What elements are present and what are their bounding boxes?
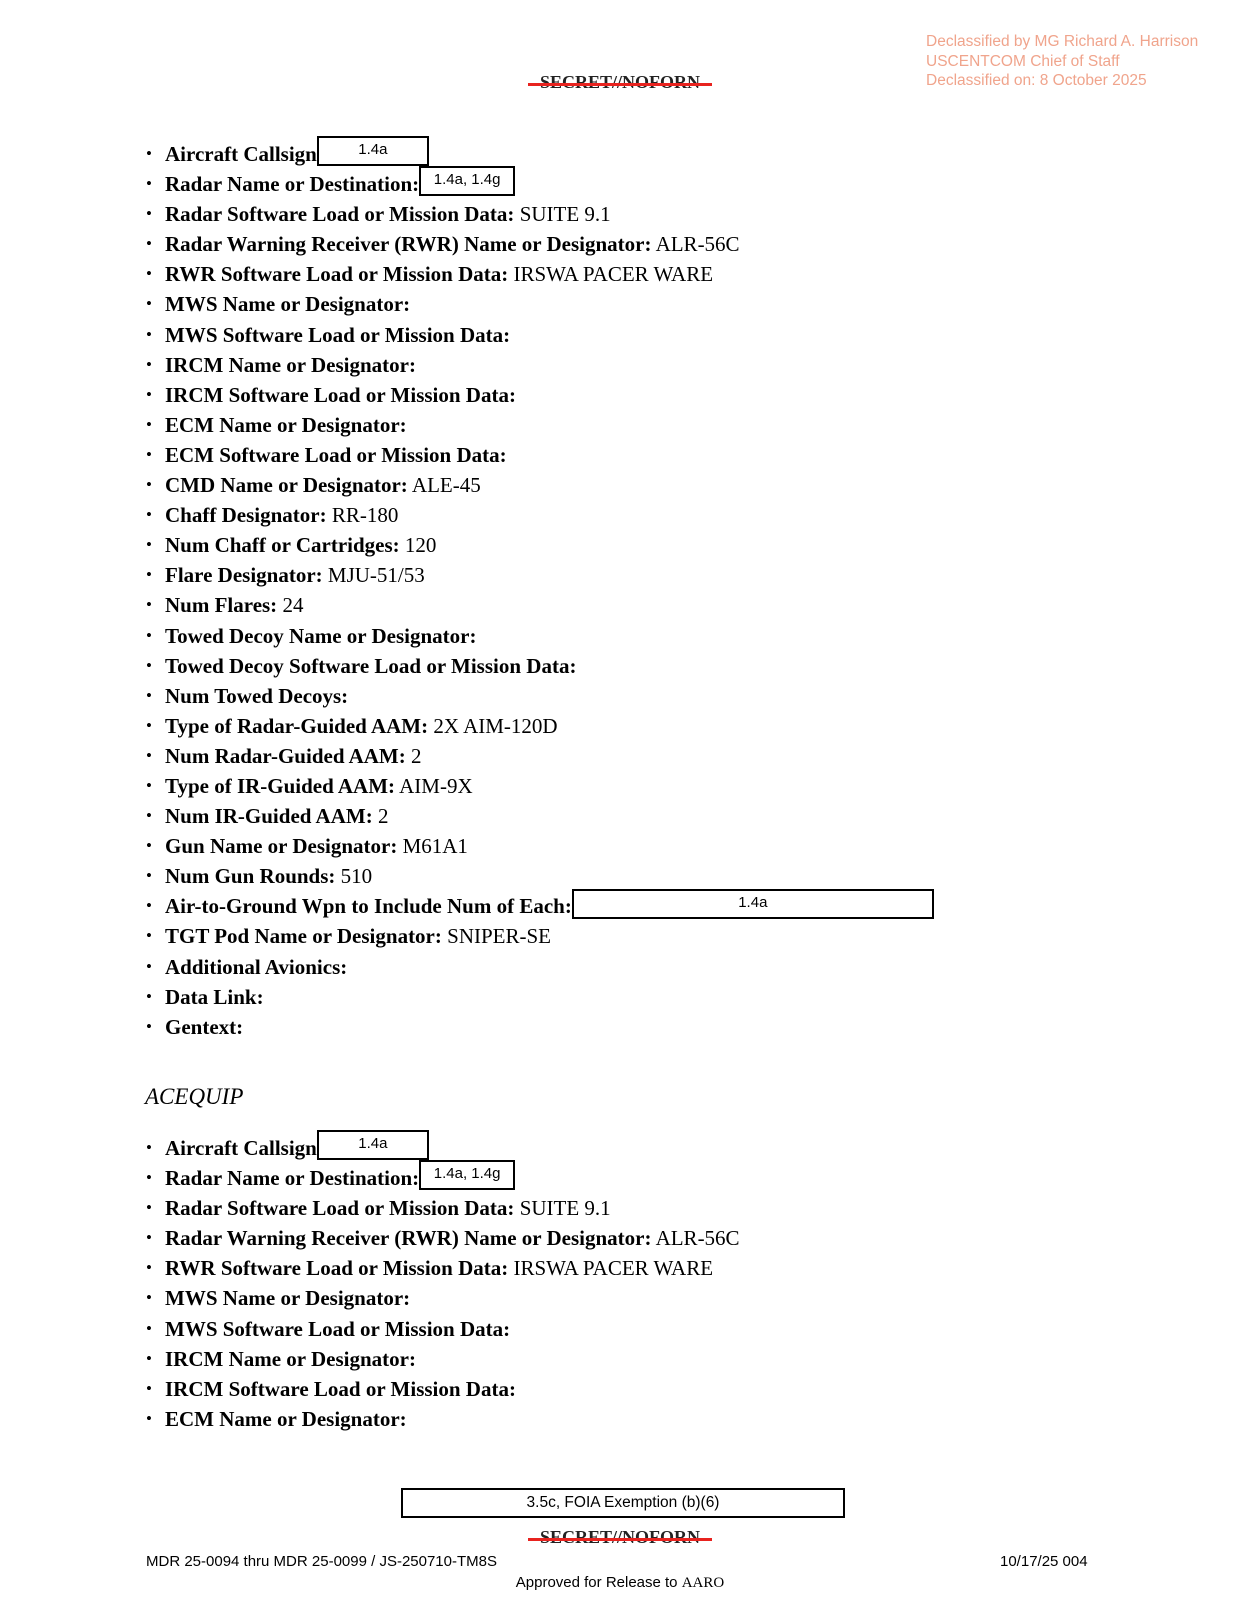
section-title-acequip: ACEQUIP bbox=[145, 1084, 244, 1109]
list-item bbox=[146, 1314, 740, 1344]
bullet-icon: • bbox=[146, 866, 152, 886]
strikethrough-line bbox=[528, 83, 712, 86]
list-item bbox=[146, 1012, 934, 1042]
item-label: Num Flares: bbox=[165, 593, 278, 618]
item-value: ALR-56C bbox=[655, 1226, 740, 1251]
list-item bbox=[146, 169, 934, 199]
equipment-list-2 bbox=[146, 1133, 740, 1434]
bullet-icon: • bbox=[146, 986, 152, 1006]
item-label: Type of IR-Guided AAM: bbox=[165, 773, 396, 798]
item-label: Flare Designator: bbox=[165, 563, 323, 588]
list-item bbox=[146, 139, 934, 169]
item-label: Towed Decoy Name or Designator: bbox=[165, 623, 477, 648]
list-item bbox=[146, 1133, 740, 1163]
item-value: 2 bbox=[377, 804, 389, 829]
classification-marking-bottom bbox=[0, 1527, 1240, 1548]
footer-document-id: MDR 25-0094 thru MDR 25-0099 / JS-250710-TM8S bbox=[146, 1553, 497, 1570]
bullet-icon: • bbox=[146, 896, 152, 916]
list-item bbox=[146, 199, 934, 229]
bullet-icon: • bbox=[146, 505, 152, 525]
declass-line-3: Declassified on: 8 October 2025 bbox=[926, 72, 1147, 89]
item-label: MWS Name or Designator: bbox=[165, 292, 411, 317]
list-item bbox=[146, 1223, 740, 1253]
list-item bbox=[146, 1344, 740, 1374]
item-label: Gentext: bbox=[165, 1014, 244, 1039]
approval-line bbox=[0, 1574, 1240, 1592]
list-item bbox=[146, 320, 934, 350]
bullet-icon: • bbox=[146, 1318, 152, 1338]
bullet-icon: • bbox=[146, 595, 152, 615]
list-item bbox=[146, 1283, 740, 1313]
item-label: TGT Pod Name or Designator: bbox=[165, 924, 442, 949]
approval-org: AARO bbox=[681, 1575, 725, 1591]
redaction-box: 1.4a, 1.4g bbox=[419, 166, 515, 196]
bullet-icon: • bbox=[146, 1228, 152, 1248]
bullet-icon: • bbox=[146, 1258, 152, 1278]
list-item bbox=[146, 410, 934, 440]
item-value: 120 bbox=[404, 533, 437, 558]
item-label: Gun Name or Designator: bbox=[165, 834, 398, 859]
bullet-icon: • bbox=[146, 294, 152, 314]
list-item bbox=[146, 711, 934, 741]
list-item bbox=[146, 259, 934, 289]
item-value: SUITE 9.1 bbox=[519, 1196, 611, 1221]
item-value: MJU-51/53 bbox=[327, 563, 425, 588]
list-item bbox=[146, 560, 934, 590]
item-label: Num Radar-Guided AAM: bbox=[165, 743, 406, 768]
item-label: IRCM Name or Designator: bbox=[165, 1346, 416, 1371]
list-item bbox=[146, 771, 934, 801]
list-item bbox=[146, 651, 934, 681]
item-label: RWR Software Load or Mission Data: bbox=[165, 1256, 509, 1281]
list-item bbox=[146, 831, 934, 861]
bullet-icon: • bbox=[146, 264, 152, 284]
list-item bbox=[146, 590, 934, 620]
item-value: ALE-45 bbox=[411, 473, 481, 498]
bullet-icon: • bbox=[146, 775, 152, 795]
item-value: SUITE 9.1 bbox=[519, 202, 611, 227]
item-label: RWR Software Load or Mission Data: bbox=[165, 262, 509, 287]
item-label: ECM Name or Designator: bbox=[165, 412, 407, 437]
list-item bbox=[146, 440, 934, 470]
list-item bbox=[146, 621, 934, 651]
item-label: IRCM Software Load or Mission Data: bbox=[165, 1376, 516, 1401]
list-item bbox=[146, 681, 934, 711]
item-label: Num Gun Rounds: bbox=[165, 864, 336, 889]
item-label: Chaff Designator: bbox=[165, 503, 327, 528]
bullet-icon: • bbox=[146, 174, 152, 194]
equipment-list-1 bbox=[146, 139, 934, 1042]
list-item bbox=[146, 1374, 740, 1404]
list-item bbox=[146, 952, 934, 982]
bullet-icon: • bbox=[146, 1138, 152, 1157]
bullet-icon: • bbox=[146, 144, 152, 163]
item-label: ECM Name or Designator: bbox=[165, 1406, 407, 1431]
bullet-icon: • bbox=[146, 234, 152, 254]
bullet-icon: • bbox=[146, 1016, 152, 1036]
item-label: Additional Avionics: bbox=[165, 954, 348, 979]
item-value: ALR-56C bbox=[655, 232, 740, 257]
item-value: 24 bbox=[282, 593, 304, 618]
bullet-icon: • bbox=[146, 956, 152, 976]
list-item bbox=[146, 982, 934, 1012]
bullet-icon: • bbox=[146, 1168, 152, 1188]
list-item bbox=[146, 801, 934, 831]
bullet-icon: • bbox=[146, 836, 152, 856]
bullet-icon: • bbox=[146, 1288, 152, 1308]
list-item bbox=[146, 1404, 740, 1434]
bullet-icon: • bbox=[146, 444, 152, 464]
list-item bbox=[146, 470, 934, 500]
item-label: Num IR-Guided AAM: bbox=[165, 804, 373, 829]
bullet-icon: • bbox=[146, 745, 152, 765]
item-label: Aircraft Callsign bbox=[165, 1136, 317, 1160]
item-label: Num Towed Decoys: bbox=[165, 683, 349, 708]
bullet-icon: • bbox=[146, 685, 152, 705]
bullet-icon: • bbox=[146, 715, 152, 735]
item-label: Num Chaff or Cartridges: bbox=[165, 533, 400, 558]
redaction-box: 1.4a, 1.4g bbox=[419, 1160, 515, 1190]
redaction-box: 1.4a bbox=[317, 1130, 429, 1160]
item-label: IRCM Name or Designator: bbox=[165, 352, 416, 377]
bullet-icon: • bbox=[146, 1198, 152, 1218]
item-label: Radar Software Load or Mission Data: bbox=[165, 1196, 515, 1221]
strikethrough-line bbox=[528, 1538, 712, 1541]
item-value: 2X AIM-120D bbox=[433, 713, 558, 738]
approval-prefix: Approved for Release to bbox=[515, 1574, 678, 1591]
item-label: Radar Name or Destination: bbox=[165, 172, 420, 197]
item-value: 2 bbox=[410, 743, 422, 768]
bullet-icon: • bbox=[146, 414, 152, 434]
list-item bbox=[146, 289, 934, 319]
foia-redaction-box: 3.5c, FOIA Exemption (b)(6) bbox=[401, 1488, 845, 1518]
item-label: Radar Software Load or Mission Data: bbox=[165, 202, 515, 227]
list-item bbox=[146, 530, 934, 560]
bullet-icon: • bbox=[146, 806, 152, 826]
item-value: AIM-9X bbox=[399, 773, 473, 798]
bullet-icon: • bbox=[146, 475, 152, 495]
item-label: Aircraft Callsign bbox=[165, 142, 317, 166]
list-item bbox=[146, 921, 934, 951]
item-label: MWS Software Load or Mission Data: bbox=[165, 322, 511, 347]
footer-date-code: 10/17/25 004 bbox=[1000, 1553, 1088, 1570]
bullet-icon: • bbox=[146, 324, 152, 344]
item-label: IRCM Software Load or Mission Data: bbox=[165, 382, 516, 407]
list-item bbox=[146, 350, 934, 380]
list-item bbox=[146, 861, 934, 891]
redaction-box: 1.4a bbox=[317, 136, 429, 166]
bullet-icon: • bbox=[146, 625, 152, 645]
item-label: ECM Software Load or Mission Data: bbox=[165, 442, 507, 467]
bullet-icon: • bbox=[146, 1348, 152, 1368]
item-label: MWS Software Load or Mission Data: bbox=[165, 1316, 511, 1341]
declass-line-1: Declassified by MG Richard A. Harrison bbox=[926, 33, 1199, 50]
classification-marking-top bbox=[0, 72, 1240, 93]
bullet-icon: • bbox=[146, 655, 152, 675]
redaction-box: 1.4a bbox=[572, 889, 934, 919]
bullet-icon: • bbox=[146, 354, 152, 374]
item-label: Towed Decoy Software Load or Mission Data: bbox=[165, 653, 577, 678]
item-label: Type of Radar-Guided AAM: bbox=[165, 713, 429, 738]
bullet-icon: • bbox=[146, 1378, 152, 1398]
bullet-icon: • bbox=[146, 565, 152, 585]
item-value: IRSWA PACER WARE bbox=[513, 1256, 714, 1281]
list-item bbox=[146, 500, 934, 530]
bullet-icon: • bbox=[146, 926, 152, 946]
item-label: Radar Warning Receiver (RWR) Name or Designator: bbox=[165, 1226, 652, 1251]
bullet-icon: • bbox=[146, 1408, 152, 1428]
item-label: Air-to-Ground Wpn to Include Num of Each: bbox=[165, 894, 572, 919]
item-label: Radar Warning Receiver (RWR) Name or Designator: bbox=[165, 232, 652, 257]
list-item bbox=[146, 1193, 740, 1223]
item-value: IRSWA PACER WARE bbox=[513, 262, 714, 287]
item-label: Radar Name or Destination: bbox=[165, 1166, 420, 1191]
list-item bbox=[146, 380, 934, 410]
list-item bbox=[146, 741, 934, 771]
bullet-icon: • bbox=[146, 384, 152, 404]
item-value: RR-180 bbox=[331, 503, 399, 528]
list-item bbox=[146, 891, 934, 921]
item-label: Data Link: bbox=[165, 984, 264, 1009]
list-item bbox=[146, 1163, 740, 1193]
bullet-icon: • bbox=[146, 204, 152, 224]
list-item bbox=[146, 229, 934, 259]
bullet-icon: • bbox=[146, 535, 152, 555]
item-value: 510 bbox=[340, 864, 373, 889]
item-value: M61A1 bbox=[402, 834, 468, 859]
item-label: MWS Name or Designator: bbox=[165, 1286, 411, 1311]
list-item bbox=[146, 1253, 740, 1283]
declass-line-2: USCENTCOM Chief of Staff bbox=[926, 52, 1120, 70]
item-label: CMD Name or Designator: bbox=[165, 473, 408, 498]
item-value: SNIPER-SE bbox=[447, 924, 551, 949]
